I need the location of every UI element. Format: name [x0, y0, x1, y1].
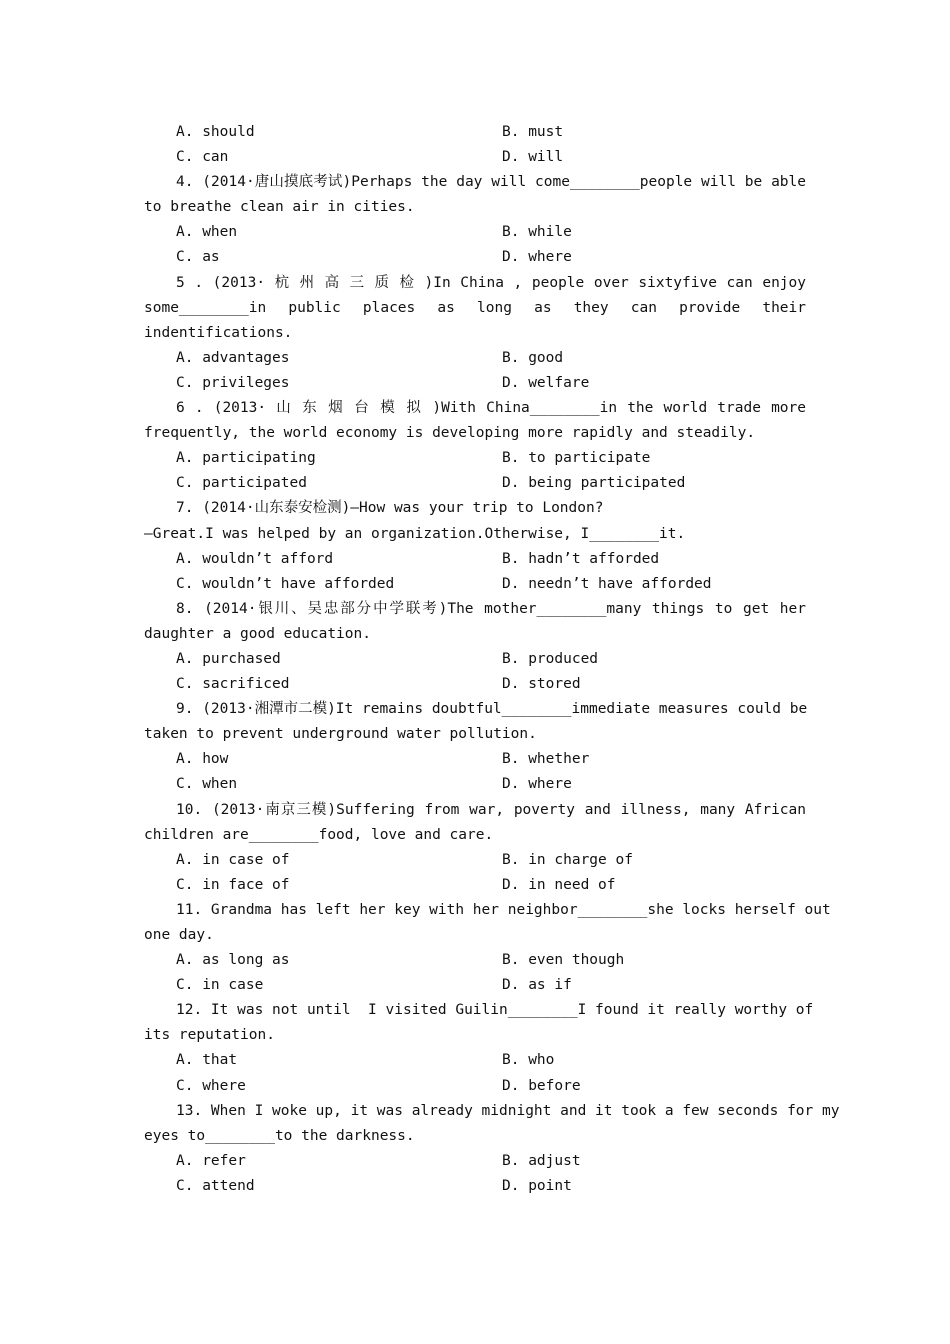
- question-block-q12: [0, 998, 950, 1098]
- option-left: A. advantages: [176, 349, 290, 366]
- option-row: [0, 1149, 950, 1174]
- question-block-q6: [0, 396, 950, 496]
- option-row: [0, 873, 950, 898]
- option-row: [0, 672, 950, 697]
- option-right: D. needn’t have afforded: [502, 575, 712, 592]
- option-right: D. being participated: [502, 475, 686, 492]
- option-right: B. adjust: [502, 1152, 581, 1169]
- question-block-q5: [0, 271, 950, 396]
- option-row: [0, 772, 950, 797]
- option-left: C. when: [176, 776, 238, 793]
- option-row: [0, 220, 950, 245]
- option-left: A. wouldn’t afford: [176, 550, 334, 567]
- question-stem-text: its reputation.: [144, 1027, 275, 1044]
- question-stem-text: 9. (2013·湘潭市二模)It remains doubtful________immediate measures could be: [176, 701, 808, 718]
- option-left: C. as: [176, 249, 220, 266]
- option-row: [0, 547, 950, 572]
- question-stem-text: children are________food, love and care.: [144, 826, 494, 843]
- option-row: [0, 848, 950, 873]
- option-row: [0, 145, 950, 170]
- question-stem-line: [0, 622, 950, 647]
- question-stem-text: indentifications.: [144, 324, 293, 341]
- option-row: [0, 1074, 950, 1099]
- option-left: A. how: [176, 751, 229, 768]
- option-right: B. who: [502, 1052, 555, 1069]
- option-right: B. good: [502, 349, 564, 366]
- option-row: [0, 572, 950, 597]
- question-block-q13: [0, 1099, 950, 1199]
- question-stem-text: —Great.I was helped by an organization.Otherwise, I________it.: [144, 525, 686, 542]
- question-block-q8: [0, 597, 950, 697]
- question-stem-line: [0, 522, 950, 547]
- option-right: D. will: [502, 149, 564, 166]
- question-stem-line: [0, 321, 950, 346]
- option-row: [0, 1048, 950, 1073]
- question-stem-line: [0, 170, 950, 195]
- option-right: D. point: [502, 1177, 572, 1194]
- option-right: B. whether: [502, 751, 590, 768]
- option-right: D. in need of: [502, 876, 616, 893]
- question-stem-line: [0, 271, 950, 296]
- question-stem-line: [0, 697, 950, 722]
- question-stem-line: [0, 195, 950, 220]
- question-stem-text: one day.: [144, 927, 214, 943]
- option-right: B. must: [502, 124, 564, 140]
- question-stem-text: 10. (2013·南京三模)Suffering from war, poverty and illness, many African: [176, 801, 806, 818]
- option-row: [0, 647, 950, 672]
- option-left: C. participated: [176, 475, 307, 492]
- question-block-q10: [0, 798, 950, 898]
- question-stem-line: [0, 1124, 950, 1149]
- option-left: A. refer: [176, 1152, 246, 1169]
- option-left: A. when: [176, 224, 238, 241]
- option-right: B. to participate: [502, 450, 651, 467]
- option-row: [0, 747, 950, 772]
- option-right: D. before: [502, 1077, 581, 1094]
- option-left: C. wouldn’t have afforded: [176, 575, 395, 592]
- option-left: C. in face of: [176, 876, 290, 893]
- question-stem-text: some________in public places as long as they can provide their: [144, 299, 806, 316]
- option-right: B. while: [502, 224, 572, 241]
- option-right: D. where: [502, 249, 572, 266]
- question-stem-text: 5 . (2013· 杭 州 高 三 质 检 )In China , people over sixtyfive can enjoy: [176, 274, 806, 291]
- option-right: B. hadn’t afforded: [502, 550, 660, 567]
- option-left: C. in case: [176, 977, 264, 994]
- option-row: [0, 245, 950, 270]
- question-stem-line: [0, 823, 950, 848]
- question-stem-line: [0, 496, 950, 521]
- question-block-q4: [0, 170, 950, 270]
- option-row: [0, 346, 950, 371]
- option-right: D. welfare: [502, 374, 590, 391]
- option-right: D. where: [502, 776, 572, 793]
- question-block-q9: [0, 697, 950, 797]
- question-stem-text: 11. Grandma has left her key with her neighbor________she locks herself out: [176, 901, 831, 918]
- question-stem-text: 13. When I woke up, it was already midnight and it took a few seconds for my: [176, 1102, 840, 1119]
- option-left: A. that: [176, 1052, 238, 1069]
- question-stem-line: [0, 421, 950, 446]
- option-left: C. privileges: [176, 374, 290, 391]
- question-stem-line: [0, 1099, 950, 1124]
- question-stem-line: [0, 396, 950, 421]
- question-stem-line: [0, 1023, 950, 1048]
- option-row: [0, 471, 950, 496]
- question-stem-text: 4. (2014·唐山摸底考试)Perhaps the day will come________people will be able: [176, 174, 806, 191]
- question-stem-line: [0, 798, 950, 823]
- question-stem-text: eyes to________to the darkness.: [144, 1127, 415, 1144]
- option-row: [0, 120, 950, 145]
- option-right: B. in charge of: [502, 851, 633, 868]
- option-left: C. can: [176, 149, 229, 166]
- option-left: A. participating: [176, 450, 316, 467]
- option-left: A. as long as: [176, 952, 290, 969]
- question-stem-text: taken to prevent underground water pollution.: [144, 726, 537, 743]
- question-stem-line: [0, 597, 950, 622]
- option-right: B. even though: [502, 952, 625, 969]
- question-stem-text: daughter a good education.: [144, 625, 371, 642]
- option-left: A. should: [176, 124, 255, 140]
- question-stem-text: 12. It was not until I visited Guilin________I found it really worthy of: [176, 1002, 814, 1019]
- option-right: B. produced: [502, 650, 599, 667]
- question-stem-text: 7. (2014·山东泰安检测)—How was your trip to London?: [176, 500, 604, 517]
- question-block-q3-options: [0, 120, 950, 170]
- option-right: D. as if: [502, 977, 572, 994]
- option-row: [0, 973, 950, 998]
- document-page: [0, 120, 950, 1199]
- question-stem-line: [0, 722, 950, 747]
- option-left: C. where: [176, 1077, 246, 1094]
- option-row: [0, 1174, 950, 1199]
- option-row: [0, 948, 950, 973]
- question-stem-text: to breathe clean air in cities.: [144, 199, 415, 216]
- question-block-q7: [0, 496, 950, 596]
- option-row: [0, 371, 950, 396]
- question-stem-text: 8. (2014·银川、吴忠部分中学联考)The mother________many things to get her: [176, 600, 806, 617]
- question-stem-line: [0, 923, 950, 948]
- question-stem-line: [0, 296, 950, 321]
- option-left: C. attend: [176, 1177, 255, 1194]
- question-stem-text: frequently, the world economy is developing more rapidly and steadily.: [144, 425, 756, 442]
- option-right: D. stored: [502, 676, 581, 693]
- question-stem-line: [0, 898, 950, 923]
- option-left: A. in case of: [176, 851, 290, 868]
- option-left: A. purchased: [176, 650, 281, 667]
- question-stem-text: 6 . (2013· 山 东 烟 台 模 拟 )With China________in the world trade more: [176, 400, 806, 417]
- question-stem-line: [0, 998, 950, 1023]
- question-block-q11: [0, 898, 950, 998]
- option-row: [0, 446, 950, 471]
- option-left: C. sacrificed: [176, 676, 290, 693]
